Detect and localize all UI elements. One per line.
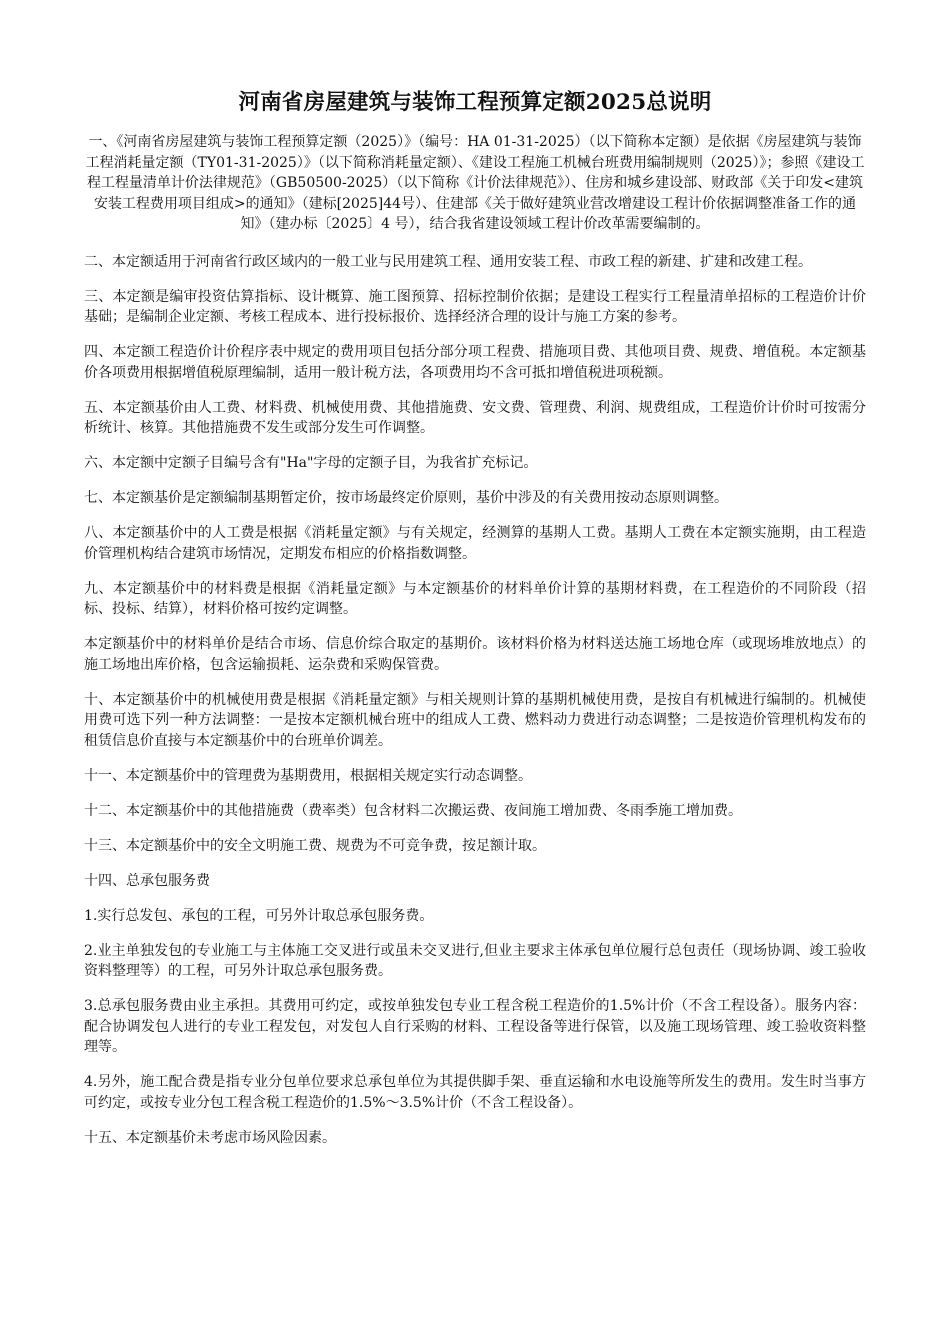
paragraph-11: 十一、本定额基价中的管理费为基期费用，根据相关规定实行动态调整。	[84, 767, 532, 784]
paragraph-14-item-1: 1.实行总发包、承包的工程，可另外计取总承包服务费。	[84, 907, 434, 924]
paragraph-6: 六、本定额中定额子目编号含有"Ha"字母的定额子目，为我省扩充标记。	[84, 455, 538, 471]
paragraph-2: 二、本定额适用于河南省行政区域内的一般工业与民用建筑工程、通用安装工程、市政工程的新建、扩建和改建工程。	[84, 253, 812, 270]
document-title: 河南省房屋建筑与装饰工程预算定额2025总说明	[238, 90, 712, 115]
paragraph-14-item-2: 2.业主单独发包的专业施工与主体施工交叉进行或虽未交叉进行,但业主要求主体承包单位履行总包责任（现场协调、竣工验收资料整理等）的工程，可另外计取总承包服务费。	[84, 942, 866, 979]
paragraph-12: 十二、本定额基价中的其他措施费（费率类）包含材料二次搬运费、夜间施工增加费、冬雨季施工增加费。	[84, 802, 742, 819]
paragraph-15: 十五、本定额基价未考虑市场风险因素。	[84, 1129, 336, 1146]
paragraph-1: 一、《河南省房屋建筑与装饰工程预算定额（2025）》（编号：HA 01-31-2025）（以下简称本定额）是依据《房屋建筑与装饰工程消耗量定额（TY01-31-2025）》（以下简称消耗量定额）、《建设工程施工机械台班费用编制规则（2025）》；参照《建设工程工程量清单计价法律规范》（GB50500-2025）（以下简称《计价法律规范》）、住房和城乡建设部、财政部《关于印发<建筑安装工程费用项目组成>的通知》（建标[2025]44号）、住建部《关于做好建筑业营改增建设工程计价依据调整准备工作的通知》（建办标〔2025〕4 号），结合我省建设领域工程计价改革需要编制的。	[85, 134, 865, 232]
paragraph-3: 三、本定额是编审投资估算指标、设计概算、施工图预算、招标控制价依据；是建设工程实行工程量清单招标的工程造价计价基础；是编制企业定额、考核工程成本、进行投标报价、选择经济合理的设计与施工方案的参考。	[84, 288, 866, 325]
paragraph-14-heading: 十四、总承包服务费	[84, 872, 210, 889]
paragraph-14-item-3: 3.总承包服务费由业主承担。其费用可约定，或按单独发包专业工程含税工程造价的1.5%计价（不含工程设备）。服务内容：配合协调发包人进行的专业工程发包，对发包人自行采购的材料、工程设备等进行保管，以及施工现场管理、竣工验收资料整理等。	[84, 998, 866, 1055]
paragraph-10: 十、本定额基价中的机械使用费是根据《消耗量定额》与相关规则计算的基期机械使用费，是按自有机械进行编制的。机械使用费可选下列一种方法调整：一是按本定额机械台班中的组成人工费、燃料动力费进行动态调整；二是按造价管理机构发布的租赁信息价直接与本定额基价中的台班单价调差。	[84, 691, 866, 749]
paragraph-8: 八、本定额基价中的人工费是根据《消耗量定额》与有关规定，经测算的基期人工费。基期人工费在本定额实施期，由工程造价管理机构结合建筑市场情况，定期发布相应的价格指数调整。	[84, 525, 866, 562]
document-body	[84, 132, 866, 1148]
paragraph-9: 九、本定额基价中的材料费是根据《消耗量定额》与本定额基价的材料单价计算的基期材料费，在工程造价的不同阶段（招标、投标、结算），材料价格可按约定调整。	[84, 580, 866, 617]
paragraph-5: 五、本定额基价由人工费、材料费、机械使用费、其他措施费、安文费、管理费、利润、规费组成，工程造价计价时可按需分析统计、核算。其他措施费不发生或部分发生可作调整。	[84, 399, 866, 436]
paragraph-7: 七、本定额基价是定额编制基期暂定价，按市场最终定价原则，基价中涉及的有关费用按动态原则调整。	[84, 490, 728, 506]
paragraph-4: 四、本定额工程造价计价程序表中规定的费用项目包括分部分项工程费、措施项目费、其他项目费、规费、增值税。本定额基价各项费用根据增值税原理编制，适用一般计税方法，各项费用均不含可抵扣增值税进项税额。	[84, 344, 866, 381]
paragraph-9-supplement: 本定额基价中的材料单价是结合市场、信息价综合取定的基期价。该材料价格为材料送达施工场地仓库（或现场堆放地点）的施工场地出库价格，包含运输损耗、运杂费和采购保管费。	[84, 636, 866, 673]
document-page	[84, 88, 866, 1163]
paragraph-13: 十三、本定额基价中的安全文明施工费、规费为不可竞争费，按足额计取。	[84, 837, 546, 854]
paragraph-14-item-4: 4.另外，施工配合费是指专业分包单位要求总承包单位为其提供脚手架、垂直运输和水电设施等所发生的费用。发生时当事方可约定，或按专业分包工程含税工程造价的1.5%～3.5%计价（不含工程设备）。	[84, 1074, 866, 1111]
